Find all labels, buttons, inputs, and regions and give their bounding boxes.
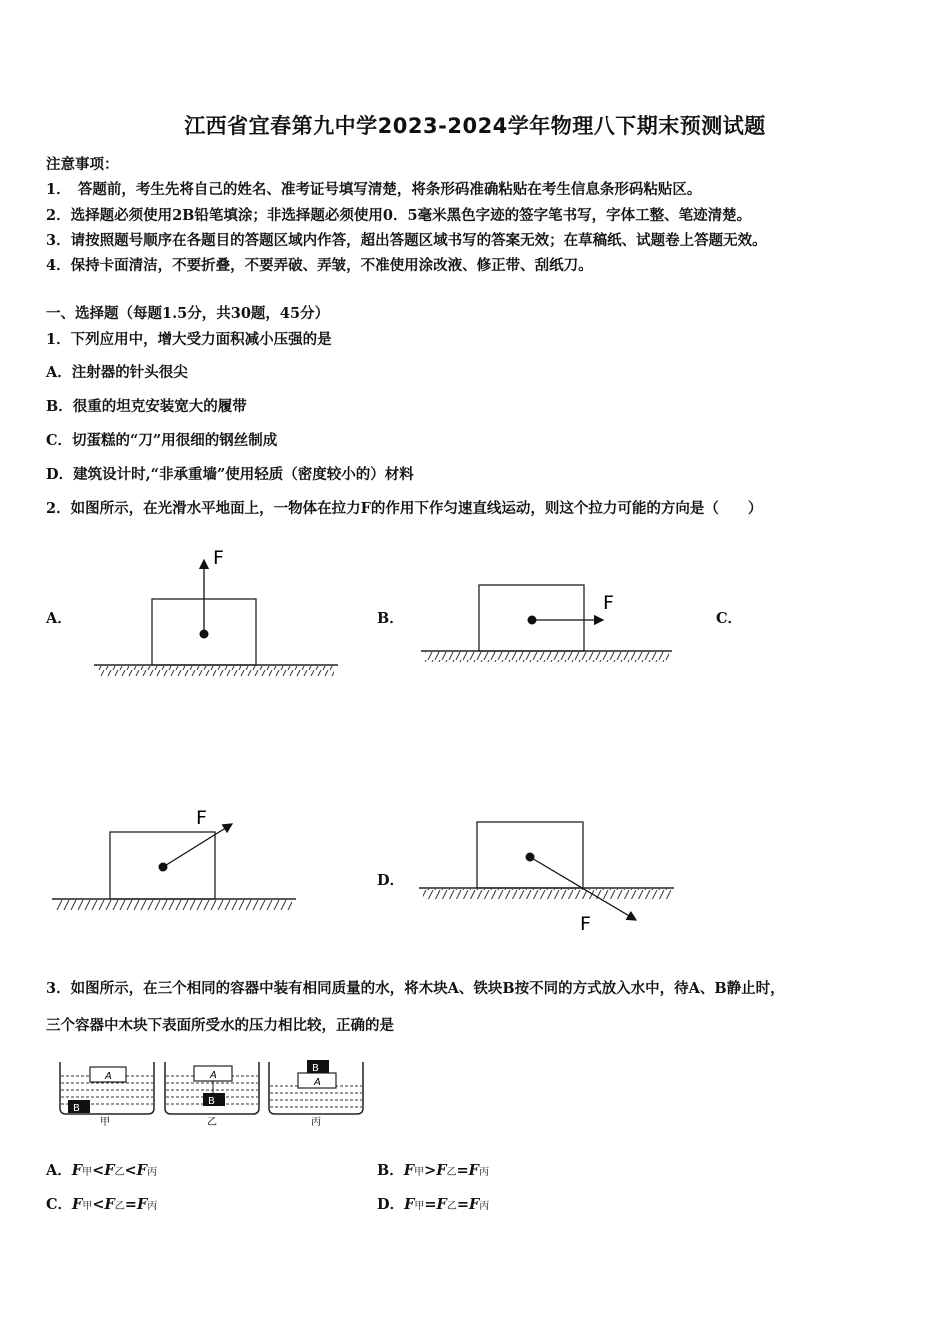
label-bing: 丙 <box>311 1117 321 1128</box>
q2-label-d: D． <box>377 872 405 889</box>
force-label-c: F <box>196 807 207 829</box>
q3-option-c: C．F甲<F乙=F丙 <box>46 1196 158 1213</box>
container-bing <box>269 1060 363 1128</box>
q3-stem-line1: 3．如图所示，在三个相同的容器中装有相同质量的水，将木块A、铁块B按不同的方式放入水中，待A、B静止时， <box>46 980 785 997</box>
section-heading: 一、选择题（每题1.5分，共30题，45分） <box>46 305 330 322</box>
block-a-bing: A <box>314 1077 321 1088</box>
q2-label-b: B． <box>377 610 404 627</box>
q1-option-d: D．建筑设计时,“非承重墙”使用轻质（密度较小的）材料 <box>46 466 414 483</box>
q2-label-a: A． <box>46 610 72 627</box>
notice-item-2: 2．选择题必须使用2B铅笔填涂；非选择题必须使用0．5毫米黑色字迹的签字笔书写，字体工整、笔迹清楚。 <box>46 207 752 224</box>
q2-stem: 2．如图所示，在光滑水平地面上，一物体在拉力F的作用下作匀速直线运动，则这个拉力可能的方向是（ ） <box>46 500 763 517</box>
container-yi <box>165 1062 259 1128</box>
q3-option-b: B．F甲>F乙=F丙 <box>377 1162 489 1179</box>
q3-option-a: A．F甲<F乙<F丙 <box>46 1162 157 1179</box>
figure-d <box>419 822 674 935</box>
block-b-jia: B <box>73 1103 80 1114</box>
notice-item-4: 4．保持卡面清洁，不要折叠，不要弄破、弄皱，不准使用涂改液、修正带、刮纸刀。 <box>46 257 593 274</box>
q1-option-c: C．切蛋糕的“刀”用很细的钢丝制成 <box>46 432 278 449</box>
block-a-yi: A <box>210 1070 217 1081</box>
q1-stem: 1．下列应用中，增大受力面积减小压强的是 <box>46 331 332 348</box>
figure-c <box>52 807 296 910</box>
block-a-jia: A <box>105 1071 112 1082</box>
notice-item-1: 1． 答题前，考生先将自己的姓名、准考证号填写清楚，将条形码准确粘贴在考生信息条形码粘贴区。 <box>46 181 702 198</box>
force-label-d: F <box>580 913 591 935</box>
label-yi: 乙 <box>207 1117 217 1128</box>
force-label-a: F <box>213 547 224 569</box>
block-b-bing: B <box>312 1063 319 1074</box>
label-jia: 甲 <box>100 1117 110 1128</box>
container-jia <box>60 1062 154 1128</box>
figure-b <box>421 585 672 662</box>
figure-a <box>94 547 338 676</box>
page-title: 江西省宜春第九中学2023-2024学年物理八下期末预测试题 <box>184 114 766 138</box>
notice-item-3: 3．请按照题号顺序在各题目的答题区域内作答，超出答题区域书写的答案无效；在草稿纸、试题卷上答题无效。 <box>46 232 767 249</box>
q2-label-c: C． <box>716 610 743 627</box>
q1-option-b: B．很重的坦克安装宽大的履带 <box>46 398 247 415</box>
block-b-yi: B <box>208 1096 215 1107</box>
notice-heading: 注意事项： <box>46 156 119 173</box>
q3-stem-line2: 三个容器中木块下表面所受水的压力相比较，正确的是 <box>46 1017 394 1034</box>
force-label-b: F <box>603 592 614 614</box>
q3-option-d: D．F甲=F乙=F丙 <box>377 1196 490 1213</box>
q1-option-a: A．注射器的针头很尖 <box>46 364 188 381</box>
